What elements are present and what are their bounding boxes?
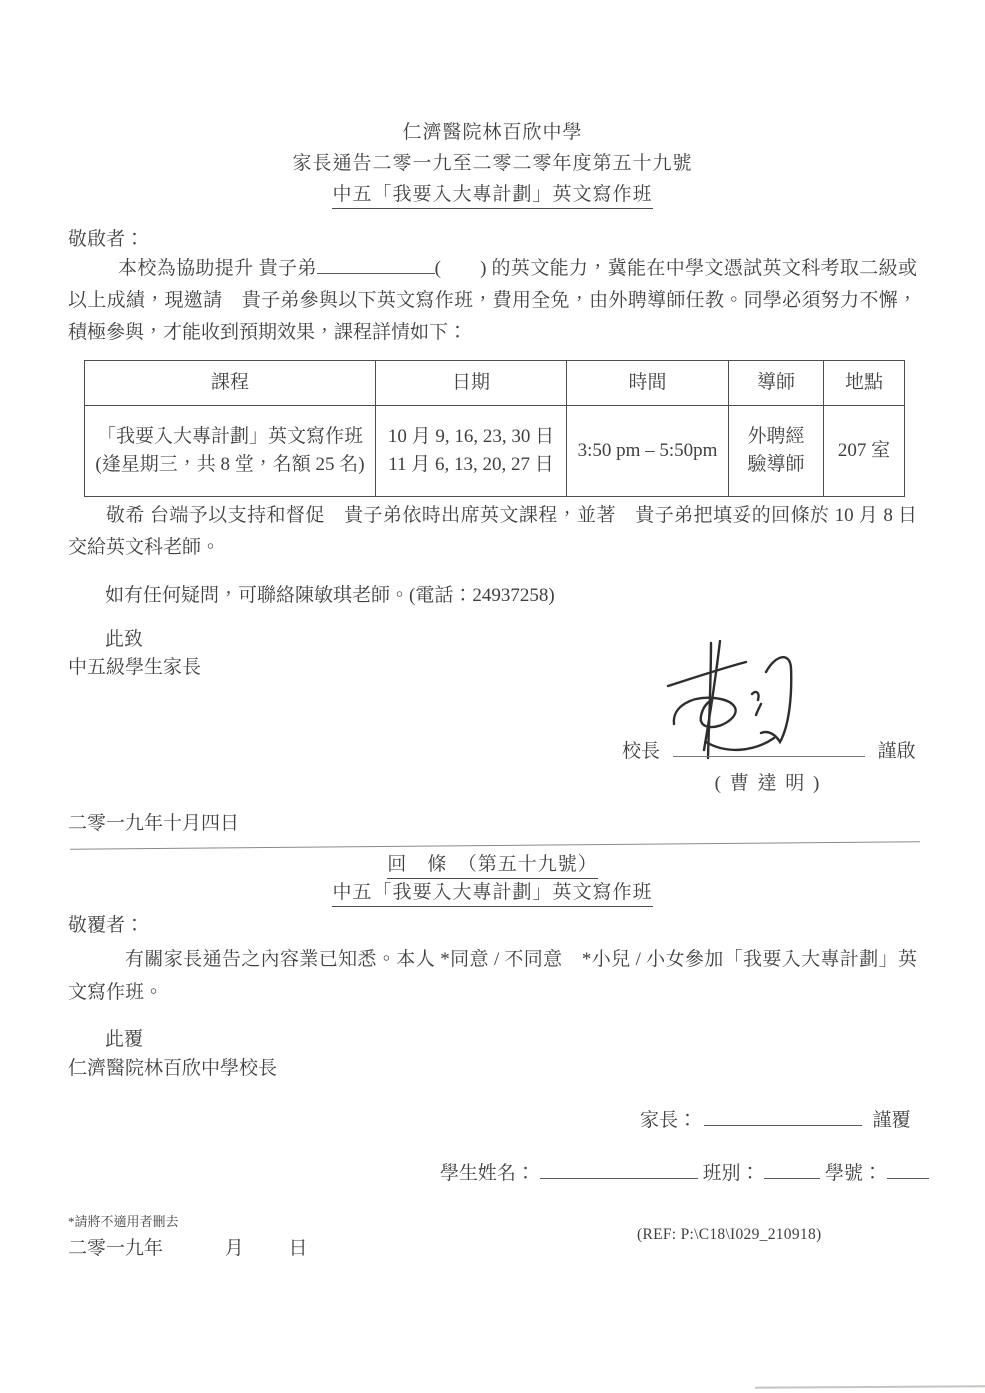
tutor-line2: 驗導師 bbox=[747, 454, 805, 475]
reply-closing: 此覆 bbox=[105, 1029, 144, 1050]
parent-closing: 謹覆 bbox=[872, 1110, 911, 1131]
delete-inapplicable-footnote: *請將不適用者刪去 bbox=[68, 1214, 179, 1229]
date-october: 10 月 9, 16, 23, 30 日 bbox=[387, 426, 555, 447]
col-header-time: 時間 bbox=[567, 361, 729, 406]
parent-signature-blank bbox=[704, 1107, 862, 1126]
parent-sign-row bbox=[640, 1105, 911, 1132]
subject-title bbox=[0, 179, 985, 209]
reply-slip-title-text: 回 條 （第五十九號） bbox=[387, 849, 598, 879]
reply-date-month: 月 bbox=[224, 1238, 244, 1259]
student-no-blank bbox=[887, 1160, 929, 1179]
course-table bbox=[84, 360, 905, 497]
student-no-label: 學號： bbox=[825, 1163, 883, 1184]
reply-addressee: 仁濟醫院林百欣中學校長 bbox=[68, 1058, 278, 1079]
course-schedule-note: (逢星期三，共 8 堂，名額 25 名) bbox=[95, 454, 365, 475]
principal-closing: 謹啟 bbox=[877, 741, 916, 762]
parent-label: 家長： bbox=[640, 1110, 698, 1131]
student-name-label: 學生姓名： bbox=[440, 1163, 536, 1184]
col-header-date: 日期 bbox=[376, 361, 567, 406]
principal-name: ( 曹 達 明 ) bbox=[714, 773, 822, 794]
salutation: 敬啟者： bbox=[68, 229, 145, 250]
principal-label: 校長 bbox=[622, 741, 661, 762]
cell-time: 3:50 pm – 5:50pm bbox=[567, 406, 729, 497]
scan-edge-artifact bbox=[755, 1385, 985, 1388]
reply-slip-subject-text: 中五「我要入大專計劃」英文寫作班 bbox=[332, 877, 652, 907]
date-november: 11 月 6, 13, 20, 27 日 bbox=[388, 454, 554, 475]
principal-signature-line bbox=[673, 736, 865, 757]
course-table-header-row bbox=[85, 361, 905, 406]
course-name: 「我要入大專計劃」英文寫作班 bbox=[96, 426, 363, 447]
col-header-location: 地點 bbox=[824, 361, 905, 406]
class-blank bbox=[764, 1160, 820, 1179]
cell-date bbox=[376, 406, 567, 497]
class-label: 班別： bbox=[702, 1163, 760, 1184]
file-reference: (REF: P:\C18\I029_210918) bbox=[637, 1226, 822, 1243]
course-table-data-row bbox=[85, 406, 905, 497]
col-header-tutor: 導師 bbox=[729, 361, 824, 406]
reply-body: 有關家長通告之內容業已知悉。本人 *同意 / 不同意 *小兒 / 小女參加「我要入大專計劃」英文寫作班。 bbox=[68, 949, 917, 1003]
reply-slip-title bbox=[0, 849, 985, 879]
student-info-row bbox=[440, 1158, 929, 1185]
closing-cite: 此致 bbox=[105, 629, 144, 650]
intro-paragraph bbox=[68, 253, 917, 349]
reply-salutation: 敬覆者： bbox=[68, 915, 145, 936]
support-paragraph: 敬希 台端予以支持和督促 貴子弟依時出席英文課程，並著 貴子弟把填妥的回條於 10 月 8 日交給英文科老師。 bbox=[68, 505, 917, 558]
student-name-blank bbox=[317, 255, 435, 274]
issue-date: 二零一九年十月四日 bbox=[68, 813, 240, 834]
cell-course bbox=[85, 406, 376, 497]
contact-paragraph: 如有任何疑問，可聯絡陳敏琪老師。(電話：24937258) bbox=[105, 585, 555, 606]
principal-sign-row bbox=[622, 736, 916, 763]
cell-location: 207 室 bbox=[824, 406, 905, 497]
intro-text-after: ( ) 的英文能力，冀能在中學文憑試英文科考取二級或以上成績，現邀請 貴子弟參與以下英文寫作班，費用全免，由外聘導師任教。同學必須努力不懈，積極參與，才能收到預期效果，課程詳情如下： bbox=[68, 258, 917, 343]
tutor-line1: 外聘經 bbox=[747, 426, 805, 447]
recipient: 中五級學生家長 bbox=[68, 657, 202, 678]
reply-date-day: 日 bbox=[288, 1238, 308, 1259]
intro-text-before: 本校為協助提升 貴子弟 bbox=[118, 258, 317, 279]
student-name-fill-blank bbox=[540, 1160, 698, 1179]
reply-date-year: 二零一九年 bbox=[68, 1238, 164, 1259]
col-header-course: 課程 bbox=[85, 361, 376, 406]
notice-number: 家長通告二零一九至二零二零年度第五十九號 bbox=[292, 153, 693, 174]
cell-tutor bbox=[729, 406, 824, 497]
reply-date-row bbox=[68, 1233, 308, 1260]
school-name: 仁濟醫院林百欣中學 bbox=[402, 122, 583, 143]
reply-slip-subject bbox=[0, 877, 985, 907]
subject-title-text: 中五「我要入大專計劃」英文寫作班 bbox=[332, 179, 652, 209]
